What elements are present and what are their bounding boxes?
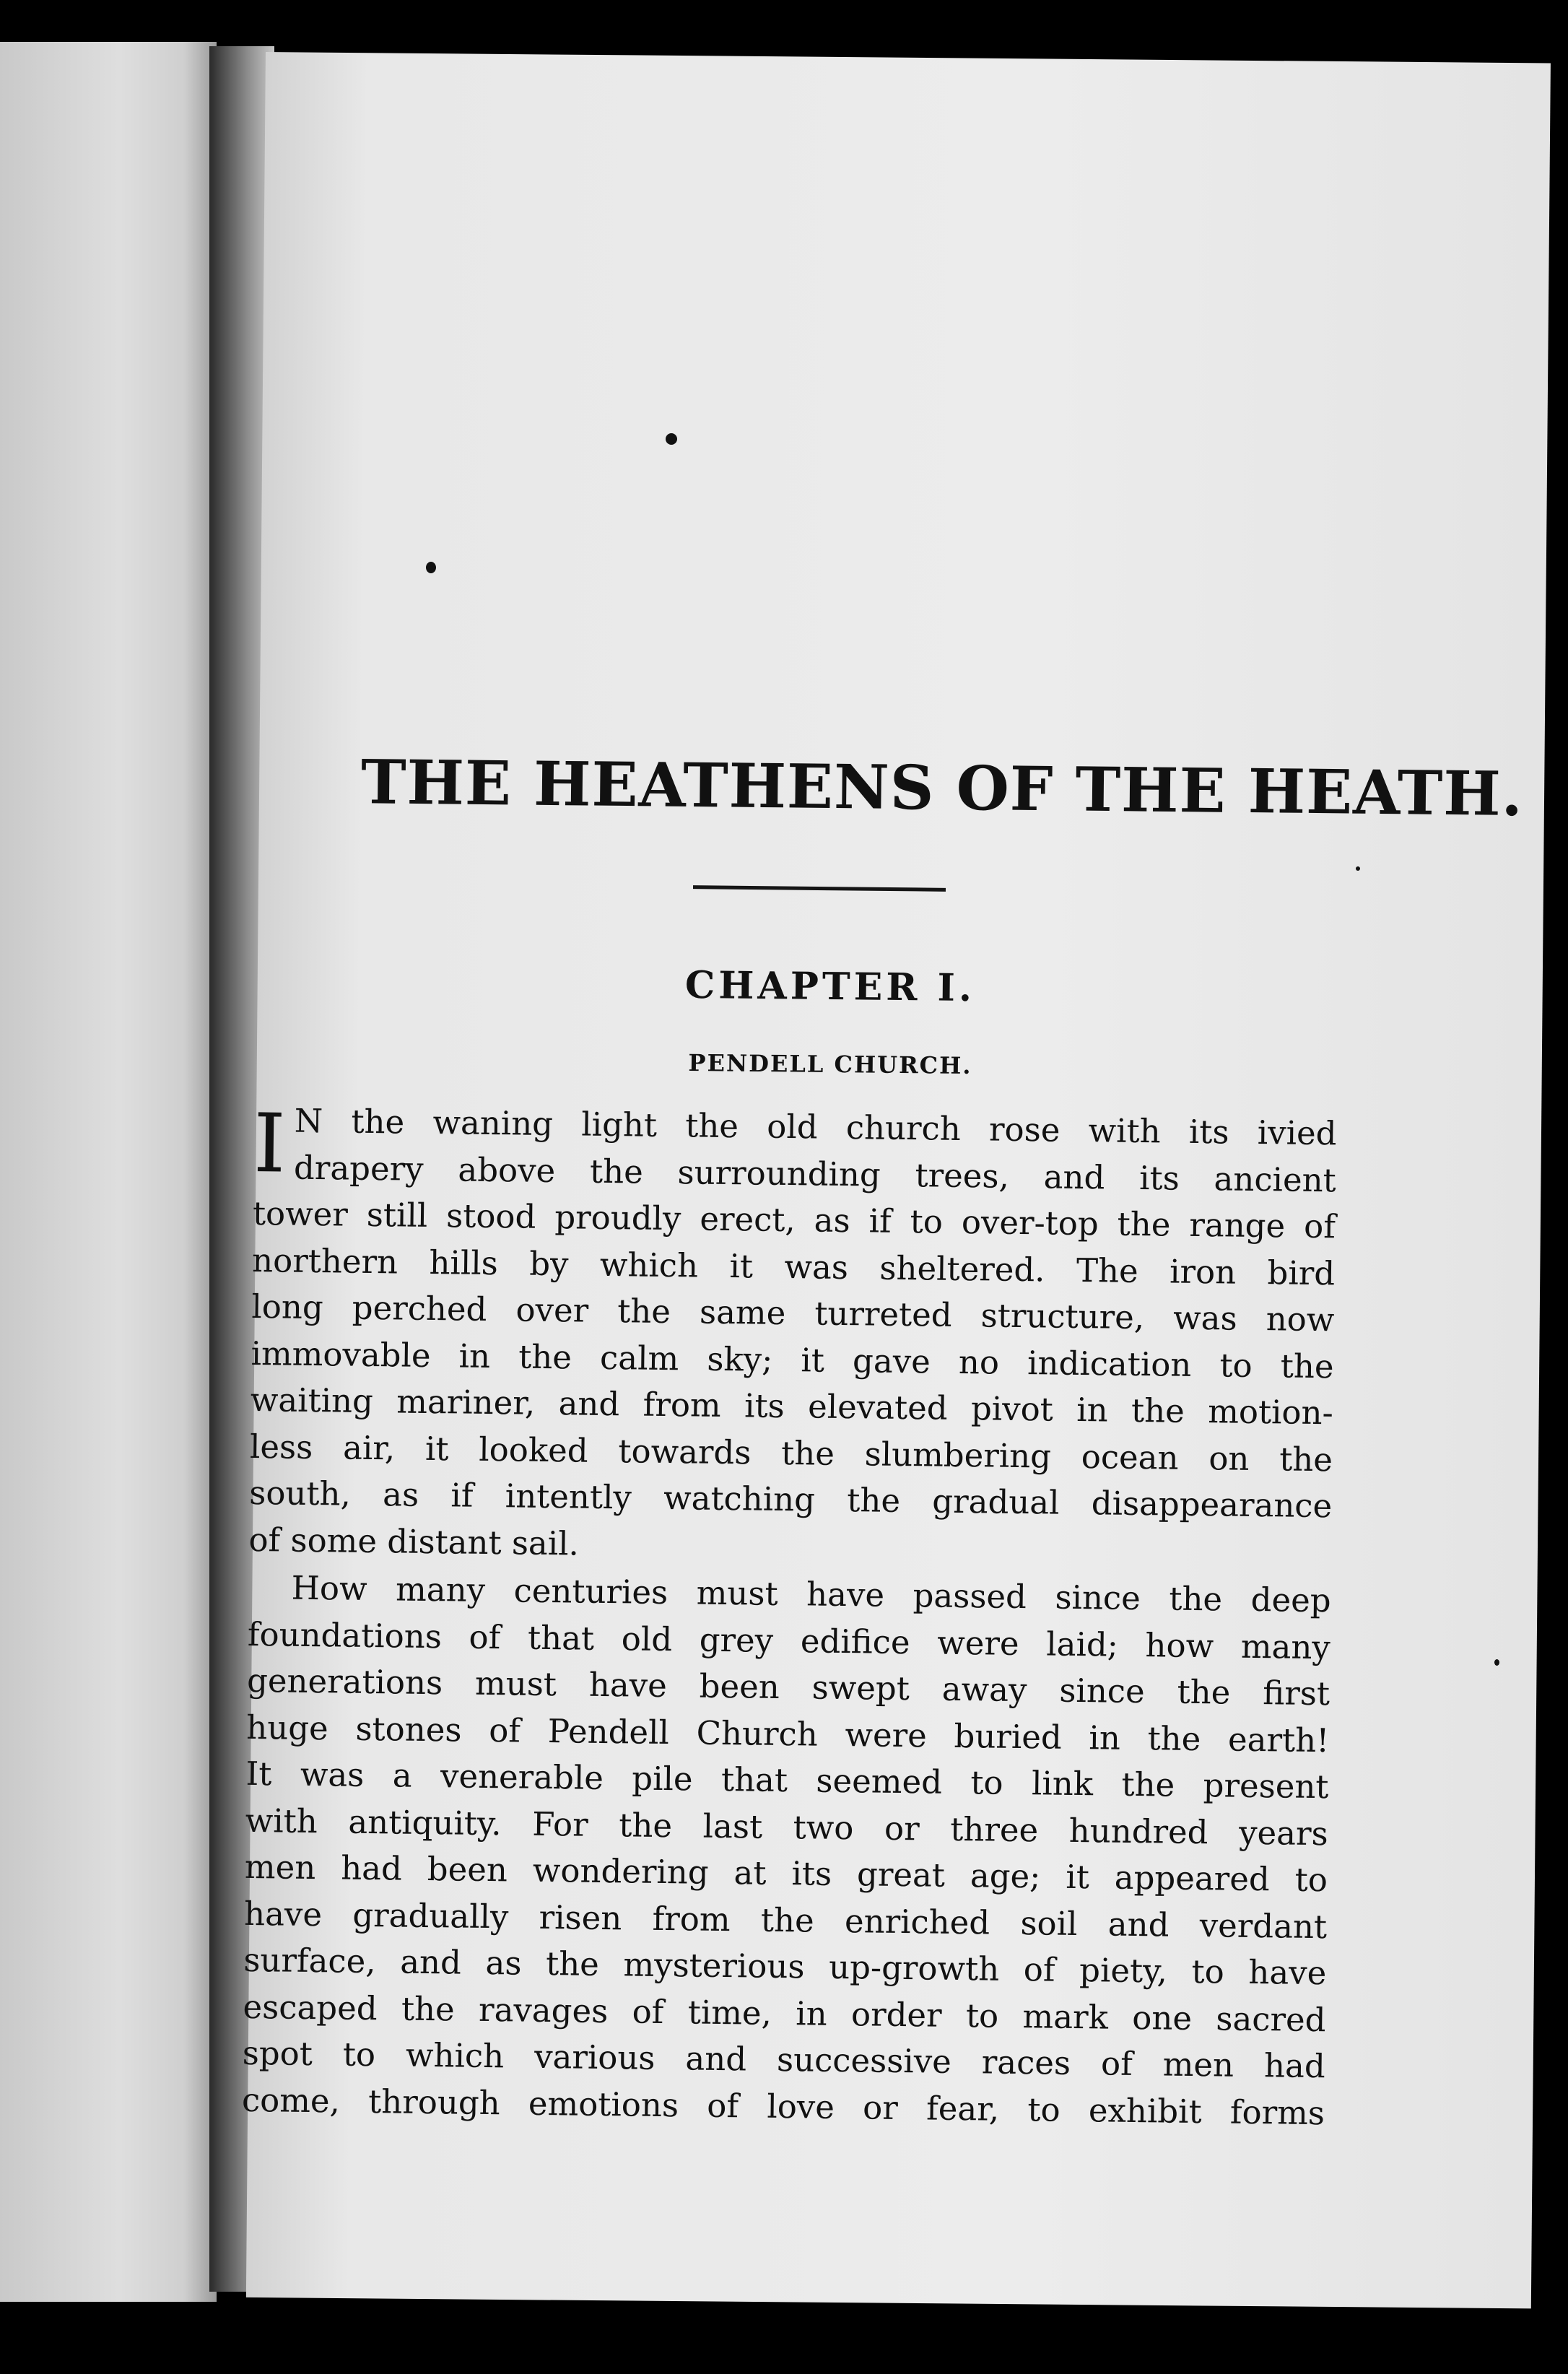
ink-speck <box>1356 866 1360 871</box>
text-line: less air, it looked towards the slumbering ocean on the <box>249 1427 1333 1479</box>
text-line: huge stones of Pendell Church were buried in the earth! <box>246 1708 1330 1760</box>
text-line: with antiquity. For the last two or three hundred years <box>245 1801 1328 1853</box>
ink-speck <box>426 562 436 573</box>
text-line: northern hills by which it was sheltered. The iron bird <box>251 1240 1336 1292</box>
ink-speck <box>1494 1659 1499 1666</box>
text-line: have gradually risen from the enriched soil and verdant <box>243 1894 1328 1946</box>
text-line: south, as if intently watching the gradual disappearance <box>248 1473 1333 1526</box>
text-line: surface, and as the mysterious up-growth of piety, to have <box>243 1940 1327 1993</box>
text-line: It was a venerable pile that seemed to link the present <box>245 1754 1329 1806</box>
text-line: long perched over the same turreted structure, was now <box>251 1287 1335 1339</box>
chapter-title: PENDELL CHURCH. <box>688 1048 972 1080</box>
text-line: drapery above the surrounding trees, and its ancient <box>293 1148 1337 1199</box>
text-line: of some distant sail. <box>248 1520 580 1563</box>
text-line: escaped the ravages of time, in order to mark one sacred <box>243 1987 1326 2039</box>
book-title: THE HEATHENS OF THE HEATH. <box>360 746 1524 830</box>
drop-cap: I <box>253 1097 287 1191</box>
paragraph-1 <box>248 1097 1337 1576</box>
left-page-edge <box>0 42 217 2302</box>
text-line: waiting mariner, and from its elevated pivot in the motion- <box>250 1380 1334 1432</box>
text-line: come, through emotions of love or fear, to exhibit forms <box>241 2080 1325 2132</box>
text-line: generations must have been swept away since the first <box>246 1661 1330 1713</box>
paragraph-2 <box>242 1565 1331 2136</box>
text-line: men had been wondering at its great age; it appeared to <box>244 1847 1328 1900</box>
text-line: spot to which various and successive races of men had <box>242 2033 1326 2086</box>
text-line: N the waning light the old church rose with its ivied <box>294 1101 1337 1153</box>
ink-speck <box>666 433 677 445</box>
text-line: tower still stood proudly erect, as if to over-top the range of <box>252 1193 1336 1246</box>
chapter-body <box>242 1097 1337 2136</box>
chapter-heading: CHAPTER I. <box>684 962 976 1011</box>
text-line: foundations of that old grey edifice were laid; how many <box>247 1614 1331 1666</box>
text-line: immovable in the calm sky; it gave no indication to the <box>251 1334 1334 1386</box>
text-line: How many centuries must have passed since the deep <box>291 1568 1331 1620</box>
